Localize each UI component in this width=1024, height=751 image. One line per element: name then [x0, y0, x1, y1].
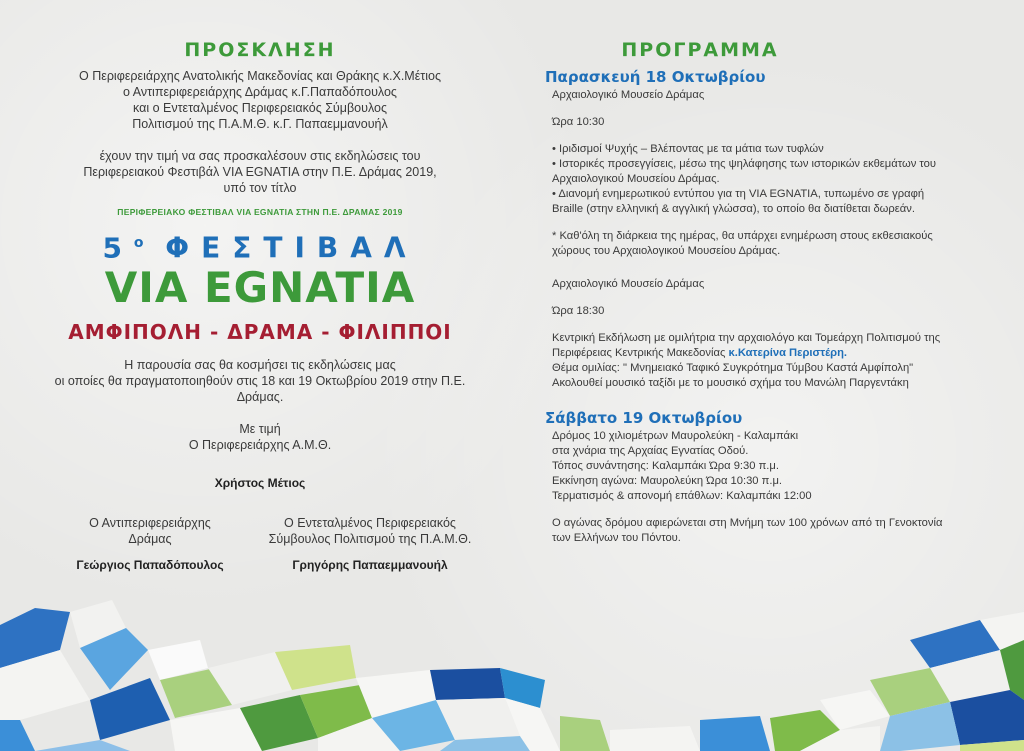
brick: [610, 726, 700, 751]
festival-subtitle: ΠΕΡΙΦΕΡΕΙΑΚΟ ΦΕΣΤΙΒΑΛ VIA EGNATIA ΣΤΗΝ Π.Ε. ΔΡΑΜΑΣ 2019: [117, 207, 403, 217]
day1-venue-evening: Αρχαιολογικό Μουσείο Δράμας: [552, 278, 705, 290]
festival-cities: ΑΜΦΙΠΟΛΗ - ΔΡΑΜΑ - ΦΙΛΙΠΠΟΙ: [68, 320, 452, 345]
presence-line-2: οι οποίες θα πραγματοποιηθούν στις 18 και 19 Οκτωβρίου 2019 στην Π.Ε.: [54, 374, 466, 389]
brick: [0, 720, 35, 751]
day1-event-line-1: Κεντρική Εκδήλωση με ομιλήτρια την αρχαιολόγο και Τομεάρχη Πολιτισμού της: [552, 332, 941, 344]
signatory-title: Ο Εντεταλμένος Περιφερειακός: [284, 516, 456, 531]
day1-venue-morning: Αρχαιολογικό Μουσείο Δράμας: [552, 89, 705, 101]
hosts-line-3: και ο Εντεταλμένος Περιφερειακός Σύμβουλος: [133, 101, 387, 115]
day1-note: χώρους του Αρχαιολογικού Μουσείου Δράμας.: [552, 245, 781, 257]
day1-event-region: Περιφέρειας Κεντρικής Μακεδονίας: [552, 347, 729, 359]
brick: [90, 678, 170, 740]
day1-note: * Καθ'όλη τη διάρκεια της ημέρας, θα υπάρχει ενημέρωση στους εκθεσιακούς: [552, 230, 933, 242]
governor-name: Χρήστος Μέτιος: [214, 476, 306, 491]
day2-line: Δρόμος 10 χιλιομέτρων Μαυρολεύκη - Καλαμπάκι: [552, 430, 799, 442]
presence-line-3: Δράμας.: [236, 390, 284, 405]
closing-line-2: Ο Περιφερειάρχης Α.Μ.Θ.: [188, 438, 332, 453]
signatory-title: Ο Αντιπεριφερειάρχης: [89, 516, 211, 531]
intro-line-2: Περιφερειακού Φεστιβάλ VIA EGNATIA στην Π.Ε. Δράμας 2019,: [83, 165, 437, 179]
day2-line: Εκκίνηση αγώνα: Μαυρολεύκη Ώρα 10:30 π.μ.: [552, 475, 783, 487]
festival-number: 5: [102, 231, 134, 265]
hosts-line-2: ο Αντιπεριφερειάρχης Δράμας κ.Γ.Παπαδόπουλος: [123, 85, 397, 99]
day1-item: • Διανομή ενημερωτικού εντύπου για τη VIA EGNATIA, τυπωμένο σε γραφή: [552, 188, 925, 200]
intro-line-1: έχουν την τιμή να σας προσκαλέσουν στις εκδηλώσεις του: [99, 149, 421, 163]
hosts-line-4: Πολιτισμού της Π.Α.Μ.Θ. κ.Γ. Παπαεμμανουήλ: [132, 117, 388, 131]
day1-music: Ακολουθεί μουσικό ταξίδι με το μουσικό σχήμα του Μανώλη Παργεντάκη: [552, 377, 909, 389]
signatory-name: Γεώργιος Παπαδόπουλος: [76, 558, 224, 573]
day2-dedication: των Ελλήνων του Πόντου.: [552, 532, 681, 544]
hosts-line-1: Ο Περιφερειάρχης Ανατολικής Μακεδονίας και Θράκης κ.Χ.Μέτιος: [79, 69, 441, 83]
day2-line: Τερματισμός & απονομή επάθλων: Καλαμπάκι 12:00: [552, 490, 812, 502]
intro-line-3: υπό τον τίτλο: [223, 181, 297, 195]
festival-number-suffix: ο: [133, 235, 144, 251]
brick: [35, 740, 130, 751]
day2-dedication: Ο αγώνας δρόμου αφιερώνεται στη Μνήμη των 100 χρόνων από τη Γενοκτονία: [552, 517, 943, 529]
brick: [560, 716, 610, 751]
brick: [430, 668, 505, 700]
day2-line: στα χνάρια της Αρχαίας Εγνατίας Οδού.: [552, 445, 749, 457]
day2-line: Τόπος συνάντησης: Καλαμπάκι Ώρα 9:30 π.μ.: [552, 460, 779, 472]
invitation-title: ΠΡΟΣΚΛΗΣΗ: [184, 39, 336, 61]
day1-speaker: κ.Κατερίνα Περιστέρη.: [728, 347, 848, 359]
day1-date: Παρασκευή 18 Οκτωβρίου: [545, 68, 766, 86]
day1-topic: Θέμα ομιλίας: " Μνημειακό Ταφικό Συγκρότημα Τύμβου Καστά Αμφίπολη": [552, 362, 914, 374]
program-title: ΠΡΟΓΡΑΜΜΑ: [621, 39, 779, 61]
day1-item: • Ιστορικές προσεγγίσεις, μέσω της ψηλάφησης των ιστορικών εκθεμάτων του: [552, 158, 937, 170]
closing-line-1: Με τιμή: [239, 422, 281, 437]
day1-time-morning: Ώρα 10:30: [552, 116, 605, 128]
festival-name: VIA EGNATIA: [104, 263, 416, 313]
day2-date: Σάββατο 19 Οκτωβρίου: [545, 409, 743, 427]
day1-item: • Ιριδισμοί Ψυχής – Βλέποντας με τα μάτια των τυφλών: [552, 143, 824, 155]
signatory-name: Γρηγόρης Παπαεμμανουήλ: [292, 558, 448, 573]
presence-line-1: Η παρουσία σας θα κοσμήσει τις εκδηλώσεις μας: [124, 358, 396, 373]
day1-time-evening: Ώρα 18:30: [552, 305, 605, 317]
day1-item: Αρχαιολογικού Μουσείου Δράμας.: [552, 173, 720, 185]
festival-word: ΦΕΣΤΙΒΑΛ: [165, 231, 418, 265]
brick: [700, 716, 770, 751]
day1-item: Braille (στην ελληνική & αγγλική γλώσσα), το οποίο θα διατίθεται δωρεάν.: [552, 203, 915, 215]
signatory-title: Σύμβουλος Πολιτισμού της Π.Α.Μ.Θ.: [268, 532, 472, 547]
signatory-title: Δράμας: [128, 532, 172, 547]
